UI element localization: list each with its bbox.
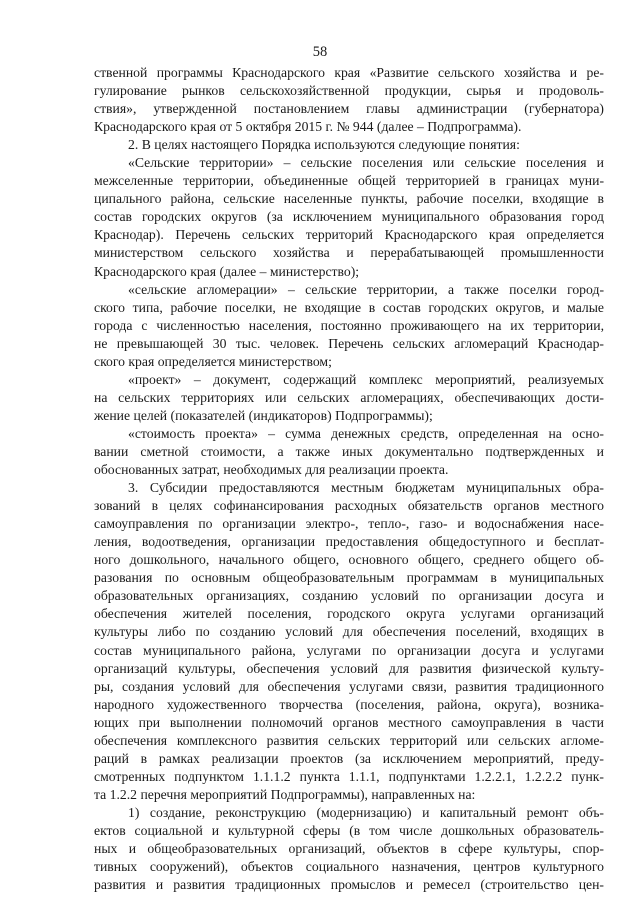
text-line: ектов социальной и культурной сферы (в том числе дошкольных образователь- (94, 822, 604, 838)
page-number: 58 (312, 44, 328, 60)
text-line: самоуправления по организации электро-, тепло-, газо- и водоснабжения насе- (94, 516, 604, 532)
text-line: ского края определяется министерством; (94, 353, 332, 369)
text-line: обоснованных затрат, необходимых для реализации проекта. (94, 462, 449, 478)
text-line: ных и общеобразовательных организаций, объектов в сфере культуры, спор- (94, 841, 604, 857)
text-line: состав муниципального района, услугами по организации досуга и услугами (94, 642, 604, 658)
text-line: Краснодар). Перечень сельских территорий Краснодарского края определяется (94, 227, 604, 243)
text-line: ющих при выполнении полномочий органов местного самоуправления в части (94, 714, 604, 730)
document-body (94, 64, 604, 894)
text-line: состав городских округов (за исключением муниципального образования город (94, 209, 604, 225)
text-line: обеспечения комплексного развития сельских территорий или сельских агломе- (94, 732, 604, 748)
text-line: зований в целях софинансирования расходных обязательств органов местного (94, 498, 604, 514)
text-line: ципального района, сельские населенные пункты, рабочие поселки, входящие в (94, 191, 604, 207)
text-line: обеспечения жителей поселения, городского округа услугами организаций (94, 606, 604, 622)
text-line: министерством сельского хозяйства и перерабатывающей промышленности (94, 245, 604, 261)
text-line: ры, создания условий для обеспечения услугами связи, развития традиционного (94, 678, 604, 694)
text-line: города с численностью населения, постоянно проживающего на их территории, (94, 317, 604, 333)
text-line: тивных сооружений), объектов социального назначения, центров культурного (94, 859, 604, 875)
text-line: образовательных организациях, созданию условий по организации досуга и (94, 588, 604, 604)
text-line: та 1.2.2 перечня мероприятий Подпрограммы), направленных на: (94, 786, 476, 802)
text-line: 3. Субсидии предоставляются местным бюджетам муниципальных обра- (128, 480, 604, 496)
text-line: Краснодарского края от 5 октября 2015 г. № 944 (далее – Подпрограмма). (94, 119, 522, 135)
text-line: «проект» – документ, содержащий комплекс мероприятий, реализуемых (128, 371, 604, 387)
text-line: Краснодарского края (далее – министерство); (94, 263, 360, 279)
text-line: ного дошкольного, начального общего, основного общего, среднего общего об- (94, 552, 604, 568)
text-line: организаций культуры, обеспечения условий для развития физической культу- (94, 660, 604, 676)
text-line: культуры либо по созданию условий для обеспечения поселений, входящих в (94, 624, 604, 640)
text-line: вании сметной стоимости, а также иных документально подтвержденных и (94, 443, 604, 459)
text-line: на сельских территориях или сельских агломерациях, обеспечивающих дости- (94, 389, 604, 405)
text-line: 1) создание, реконструкцию (модернизацию) и капитальный ремонт объ- (128, 804, 604, 820)
text-line: гулирование рынков сельскохозяйственной продукции, сырья и продоволь- (94, 83, 604, 99)
text-line: «Сельские территории» – сельские поселения или сельские поселения и (128, 155, 604, 171)
text-line: «стоимость проекта» – сумма денежных средств, определенная на осно- (128, 425, 604, 441)
text-line: «сельские агломерации» – сельские территории, а также поселки город- (128, 281, 604, 297)
text-line: народного художественного творчества (поселения, района, округа), возника- (94, 696, 604, 712)
text-line: раций в рамках реализации проектов (за исключением мероприятий, преду- (94, 750, 604, 766)
text-line: развития и развития традиционных промыслов и ремесел (строительство цен- (94, 877, 604, 893)
text-line: ствия», утвержденной постановлением главы администрации (губернатора) (94, 101, 604, 117)
text-line: межселенные территории, объединенные общей территорией в границах муни- (94, 173, 604, 189)
text-line: ственной программы Краснодарского края «Развитие сельского хозяйства и ре- (94, 65, 604, 80)
text-line: 2. В целях настоящего Порядка используются следующие понятия: (128, 137, 520, 153)
text-line: ления, водоотведения, организации предоставления общедоступного и бесплат- (94, 534, 604, 550)
text-line: смотренных подпунктом 1.1.1.2 пункта 1.1.1, подпунктами 1.2.2.1, 1.2.2.2 пунк- (94, 768, 604, 784)
text-line: разования по основным общеобразовательным программам в муниципальных (94, 570, 604, 586)
text-line: ского типа, рабочие поселки, не входящие в состав городских округов, и малые (94, 299, 604, 315)
text-line: не превышающей 30 тыс. человек. Перечень сельских агломераций Краснодар- (94, 335, 604, 351)
text-line: жение целей (показателей (индикаторов) Подпрограммы); (94, 407, 433, 423)
